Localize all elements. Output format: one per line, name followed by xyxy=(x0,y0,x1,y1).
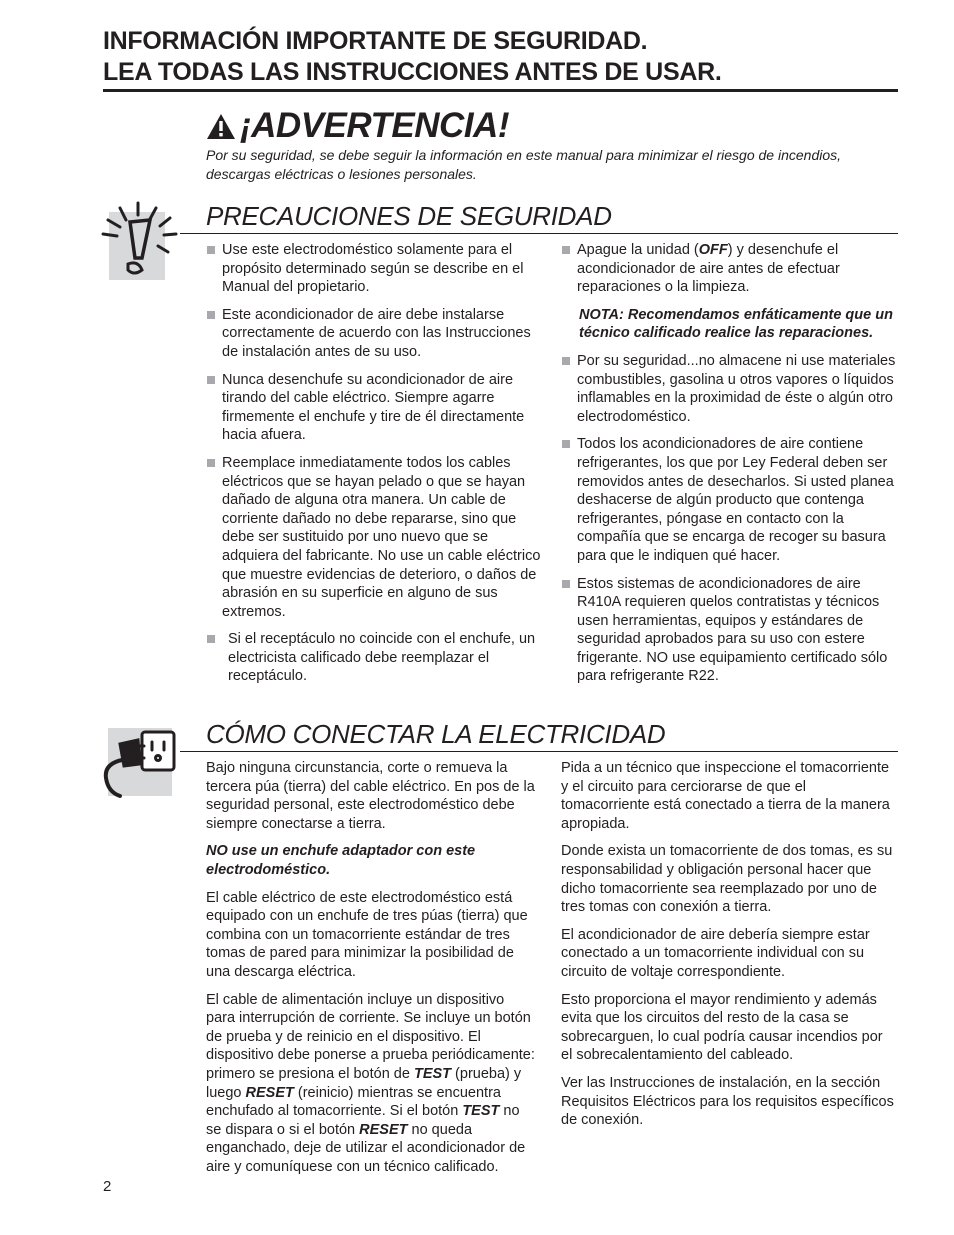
safety-section-title: PRECAUCIONES DE SEGURIDAD xyxy=(206,201,612,231)
reset-label: RESET xyxy=(245,1084,294,1101)
test-label: TEST xyxy=(413,1065,452,1082)
page-header-title xyxy=(103,26,903,88)
electric-left-column xyxy=(206,759,536,1185)
warning-title: ¡ADVERTENCIA! xyxy=(240,106,509,145)
warning-triangle-icon xyxy=(206,112,236,140)
electric-paragraph: El cable eléctrico de este electrodoméstico está equipado con un enchufe de tres púas (tierra) que combina con un tomacorriente estándar de tres tomas de pared para minimizar la posibilidad de una descarga eléctrica. xyxy=(206,889,528,980)
safety-note: NOTA: Recomendamos enfáticamente que un técnico calificado realice las reparaciones. xyxy=(579,306,893,342)
header-title-line1: INFORMACIÓN IMPORTANTE DE SEGURIDAD. xyxy=(103,27,648,55)
exclamation-alert-icon xyxy=(100,200,182,282)
safety-bullet: Nunca desenchufe su acondicionador de aire tirando del cable eléctrico. Siempre agarre firmemente el enchufe y tire de él directamente hacia afuera. xyxy=(206,371,546,445)
electric-paragraph: Donde exista un tomacorriente de dos tomas, es su responsabilidad y obligación personal hacer que dicho tomacorriente sea reemplazado por uno de tres tomas con conexión a tierra. xyxy=(561,843,893,916)
test-label: TEST xyxy=(462,1103,500,1120)
safety-bullet: Si el receptáculo no coincide con el enchufe, un electricista calificado debe reemplazar el receptáculo. xyxy=(206,630,546,686)
electric-note: NO use un enchufe adaptador con este electrodoméstico. xyxy=(206,843,476,878)
safety-bullet: Todos los acondicionadores de aire contiene refrigerantes, los que por Ley Federal deben ser removidos antes de desecharlos. Si usted planea deshacerse de algún producto que contenga refrigerantes, póngase en contacto con la compañía que se encarga de recoger su basura para que le indiquen qué hacer. xyxy=(561,435,896,565)
electric-section-divider xyxy=(180,751,898,752)
safety-section-divider xyxy=(180,233,898,234)
page-number: 2 xyxy=(103,1178,112,1195)
safety-bullet: Use este electrodoméstico solamente para el propósito determinado según se describe en el Manual del propietario. xyxy=(206,241,546,297)
electric-paragraph: Ver las Instrucciones de instalación, en la sección Requisitos Eléctricos para los requisitos específicos de conexión. xyxy=(561,1074,894,1129)
electric-section-title: CÓMO CONECTAR LA ELECTRICIDAD xyxy=(206,719,666,749)
warning-heading xyxy=(206,106,509,146)
electric-paragraph: Esto proporciona el mayor rendimiento y además evita que los circuitos del resto de la casa se sobrecarguen, lo cual podría causar incendios por el sobrecalentamiento del cableado. xyxy=(561,991,883,1064)
safety-bullet: Por su seguridad...no almacene ni use materiales combustibles, gasolina u otros vapores o líquidos inflamables en la proximidad de éste o algún otro electrodoméstico. xyxy=(561,352,896,426)
electric-paragraph: Pida a un técnico que inspeccione el tomacorriente y el circuito para cerciorarse de que el tomacorriente está conectado a tierra de la manera apropiada. xyxy=(561,760,890,832)
electric-right-column xyxy=(561,759,895,1139)
safety-left-column xyxy=(206,241,546,695)
header-title-line2: LEA TODAS LAS INSTRUCCIONES ANTES DE USAR. xyxy=(103,58,722,86)
safety-bullet: Apague la unidad (OFF) y desenchufe el acondicionador de aire antes de efectuar reparaciones o la limpieza. xyxy=(561,241,896,297)
warning-text: Por su seguridad, se debe seguir la información en este manual para minimizar el riesgo de incendios, descargas eléctricas o lesiones personales. xyxy=(206,147,842,182)
plug-outlet-icon xyxy=(98,720,180,802)
electric-paragraph: Bajo ninguna circunstancia, corte o remueva la tercera púa (tierra) del cable eléctrico. En pos de la seguridad personal, este electrodoméstico debe siempre conectarse a tierra. xyxy=(206,760,535,832)
safety-right-column xyxy=(561,241,896,695)
reset-label: RESET xyxy=(359,1121,408,1138)
safety-bullet: Este acondicionador de aire debe instalarse correctamente de acuerdo con las Instrucciones de instalación antes de su uso. xyxy=(206,306,546,362)
electric-paragraph: El cable de alimentación incluye un dispositivo para interrupción de corriente. Se incluye un botón de prueba y de reinicio en el dispositivo. El dispositivo debe ponerse a prueba periódicamente: primero se presiona el botón de TEST (prueba) y luego RESET (reinicio) mientras se encuentra enchufado al tomacorriente. Si el botón TEST no se dispara o si el botón RESET no queda enganchado, deje de utilizar el acondicionador de aire y comuníquese con un técnico calificado. xyxy=(206,991,535,1175)
safety-bullet: Estos sistemas de acondicionadores de aire R410A requieren quelos contratistas y técnicos usen herramientas, equipos y estándares de seguridad aprobados para su uso con estere frigerante. NO use equipamiento certificado sólo para refrigerante R22. xyxy=(561,575,896,687)
header-divider xyxy=(103,89,898,92)
off-label: OFF xyxy=(698,242,728,258)
electric-paragraph: El acondicionador de aire debería siempre estar conectado a un tomacorriente individual con su circuito de voltaje correspondiente. xyxy=(561,926,870,980)
safety-bullet: Reemplace inmediatamente todos los cables eléctricos que se hayan pelado o que se hayan dañado de alguna otra manera. Un cable de corriente dañado no debe repararse, sino que debe ser sustituido por uno nuevo que se adquiera del fabricante. No use un cable eléctrico que muestre evidencias de deterioro, o daños de abrasión en su superficie en alguno de sus extremos. xyxy=(206,454,546,621)
